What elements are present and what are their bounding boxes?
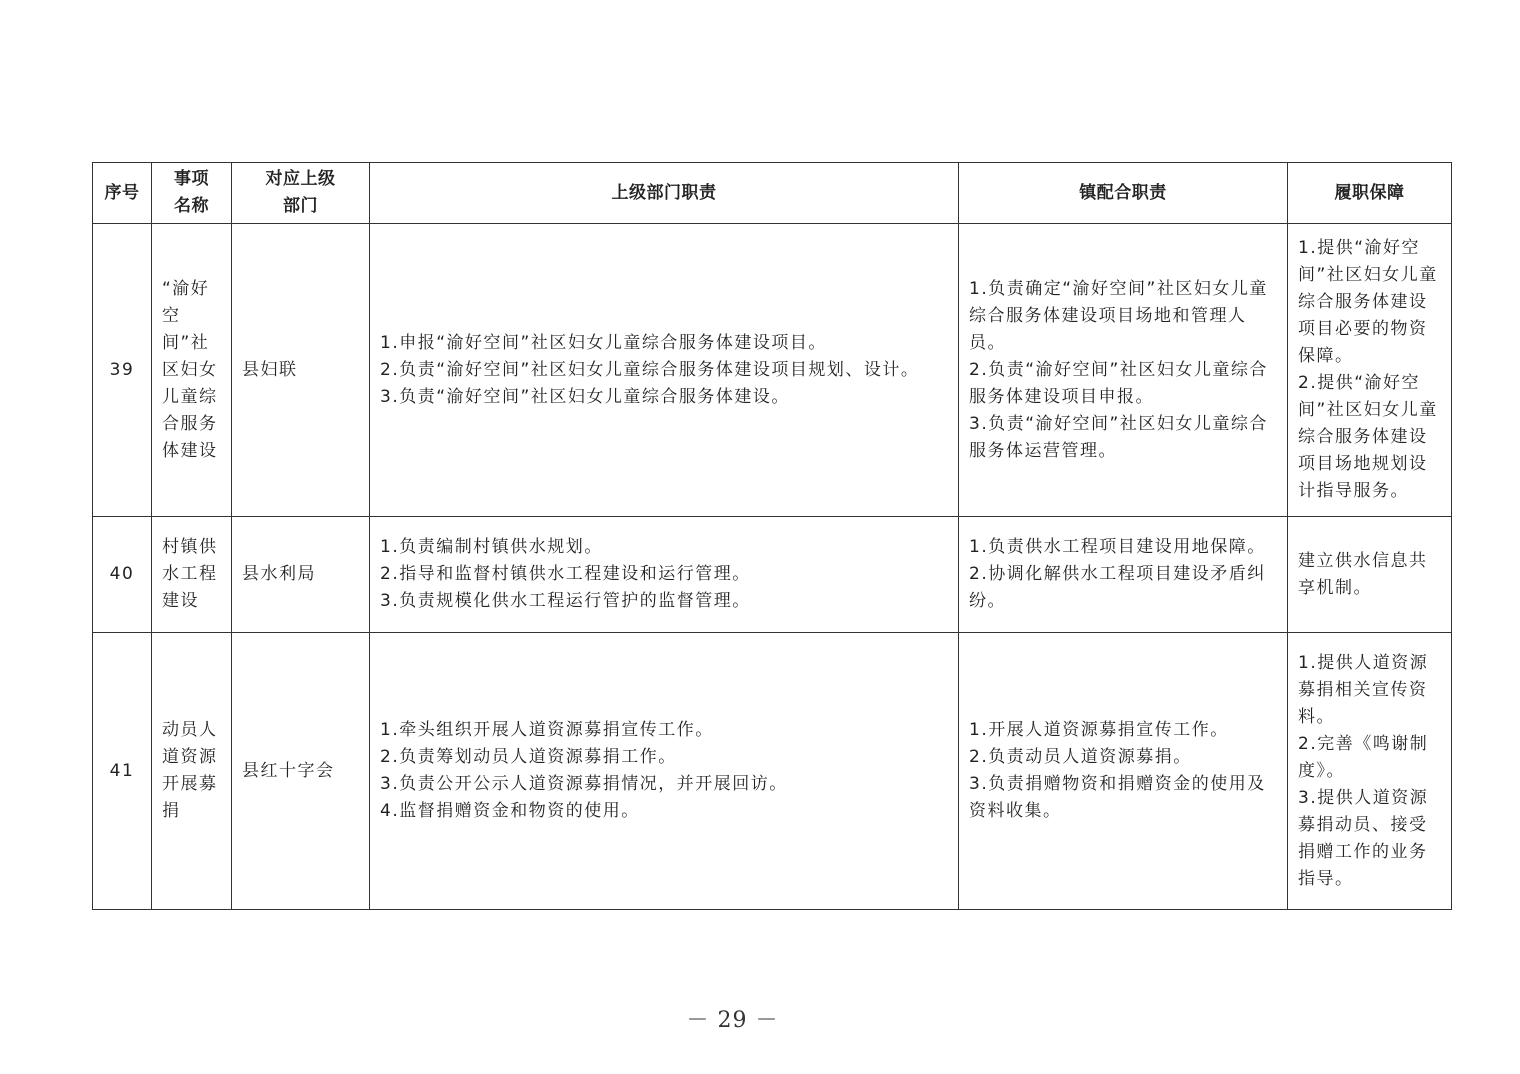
cell-item-name: 动员人道资源开展募捐: [152, 633, 232, 910]
header-name: 事项 名称: [152, 163, 232, 224]
cell-upper-duties: 1.牵头组织开展人道资源募捐宣传工作。 2.负责筹划动员人道资源募捐工作。 3.负责公开公示人道资源募捐情况，并开展回访。 4.监督捐赠资金和物资的使用。: [370, 633, 959, 910]
cell-item-name: “渝好空间”社区妇女儿童综合服务体建设: [152, 224, 232, 517]
cell-dept: 县水利局: [232, 517, 370, 633]
cell-upper-duties: 1.申报“渝好空间”社区妇女儿童综合服务体建设项目。 2.负责“渝好空间”社区妇女儿童综合服务体建设项目规划、设计。 3.负责“渝好空间”社区妇女儿童综合服务体建设。: [370, 224, 959, 517]
header-town-duties: 镇配合职责: [959, 163, 1288, 224]
cell-guarantee: 建立供水信息共享机制。: [1288, 517, 1452, 633]
cell-town-duties: 1.负责确定“渝好空间”社区妇女儿童综合服务体建设项目场地和管理人员。 2.负责“渝好空间”社区妇女儿童综合服务体建设项目申报。 3.负责“渝好空间”社区妇女儿童综合服务体运营管理。: [959, 224, 1288, 517]
header-seq: 序号: [93, 163, 152, 224]
page-number: － 29 －: [686, 1008, 779, 1033]
cell-dept: 县妇联: [232, 224, 370, 517]
header-guarantee: 履职保障: [1288, 163, 1452, 224]
header-upper-duties: 上级部门职责: [370, 163, 959, 224]
cell-item-name: 村镇供水工程建设: [152, 517, 232, 633]
table-row: [93, 224, 1452, 517]
cell-seq: 40: [93, 517, 152, 633]
cell-town-duties: 1.负责供水工程项目建设用地保障。 2.协调化解供水工程项目建设矛盾纠纷。: [959, 517, 1288, 633]
cell-seq: 41: [93, 633, 152, 910]
table-row: [93, 633, 1452, 910]
table-row: [93, 517, 1452, 633]
cell-seq: 39: [93, 224, 152, 517]
header-dept: 对应上级 部门: [232, 163, 370, 224]
cell-guarantee: 1.提供“渝好空间”社区妇女儿童综合服务体建设项目必要的物资保障。 2.提供“渝好空间”社区妇女儿童综合服务体建设项目场地规划设计指导服务。: [1288, 224, 1452, 517]
cell-upper-duties: 1.负责编制村镇供水规划。 2.指导和监督村镇供水工程建设和运行管理。 3.负责规模化供水工程运行管护的监督管理。: [370, 517, 959, 633]
cell-dept: 县红十字会: [232, 633, 370, 910]
duty-table: [92, 162, 1452, 910]
cell-town-duties: 1.开展人道资源募捐宣传工作。 2.负责动员人道资源募捐。 3.负责捐赠物资和捐赠资金的使用及资料收集。: [959, 633, 1288, 910]
cell-guarantee: 1.提供人道资源募捐相关宣传资料。 2.完善《鸣谢制度》。 3.提供人道资源募捐动员、接受捐赠工作的业务指导。: [1288, 633, 1452, 910]
table-header-row: [93, 163, 1452, 224]
